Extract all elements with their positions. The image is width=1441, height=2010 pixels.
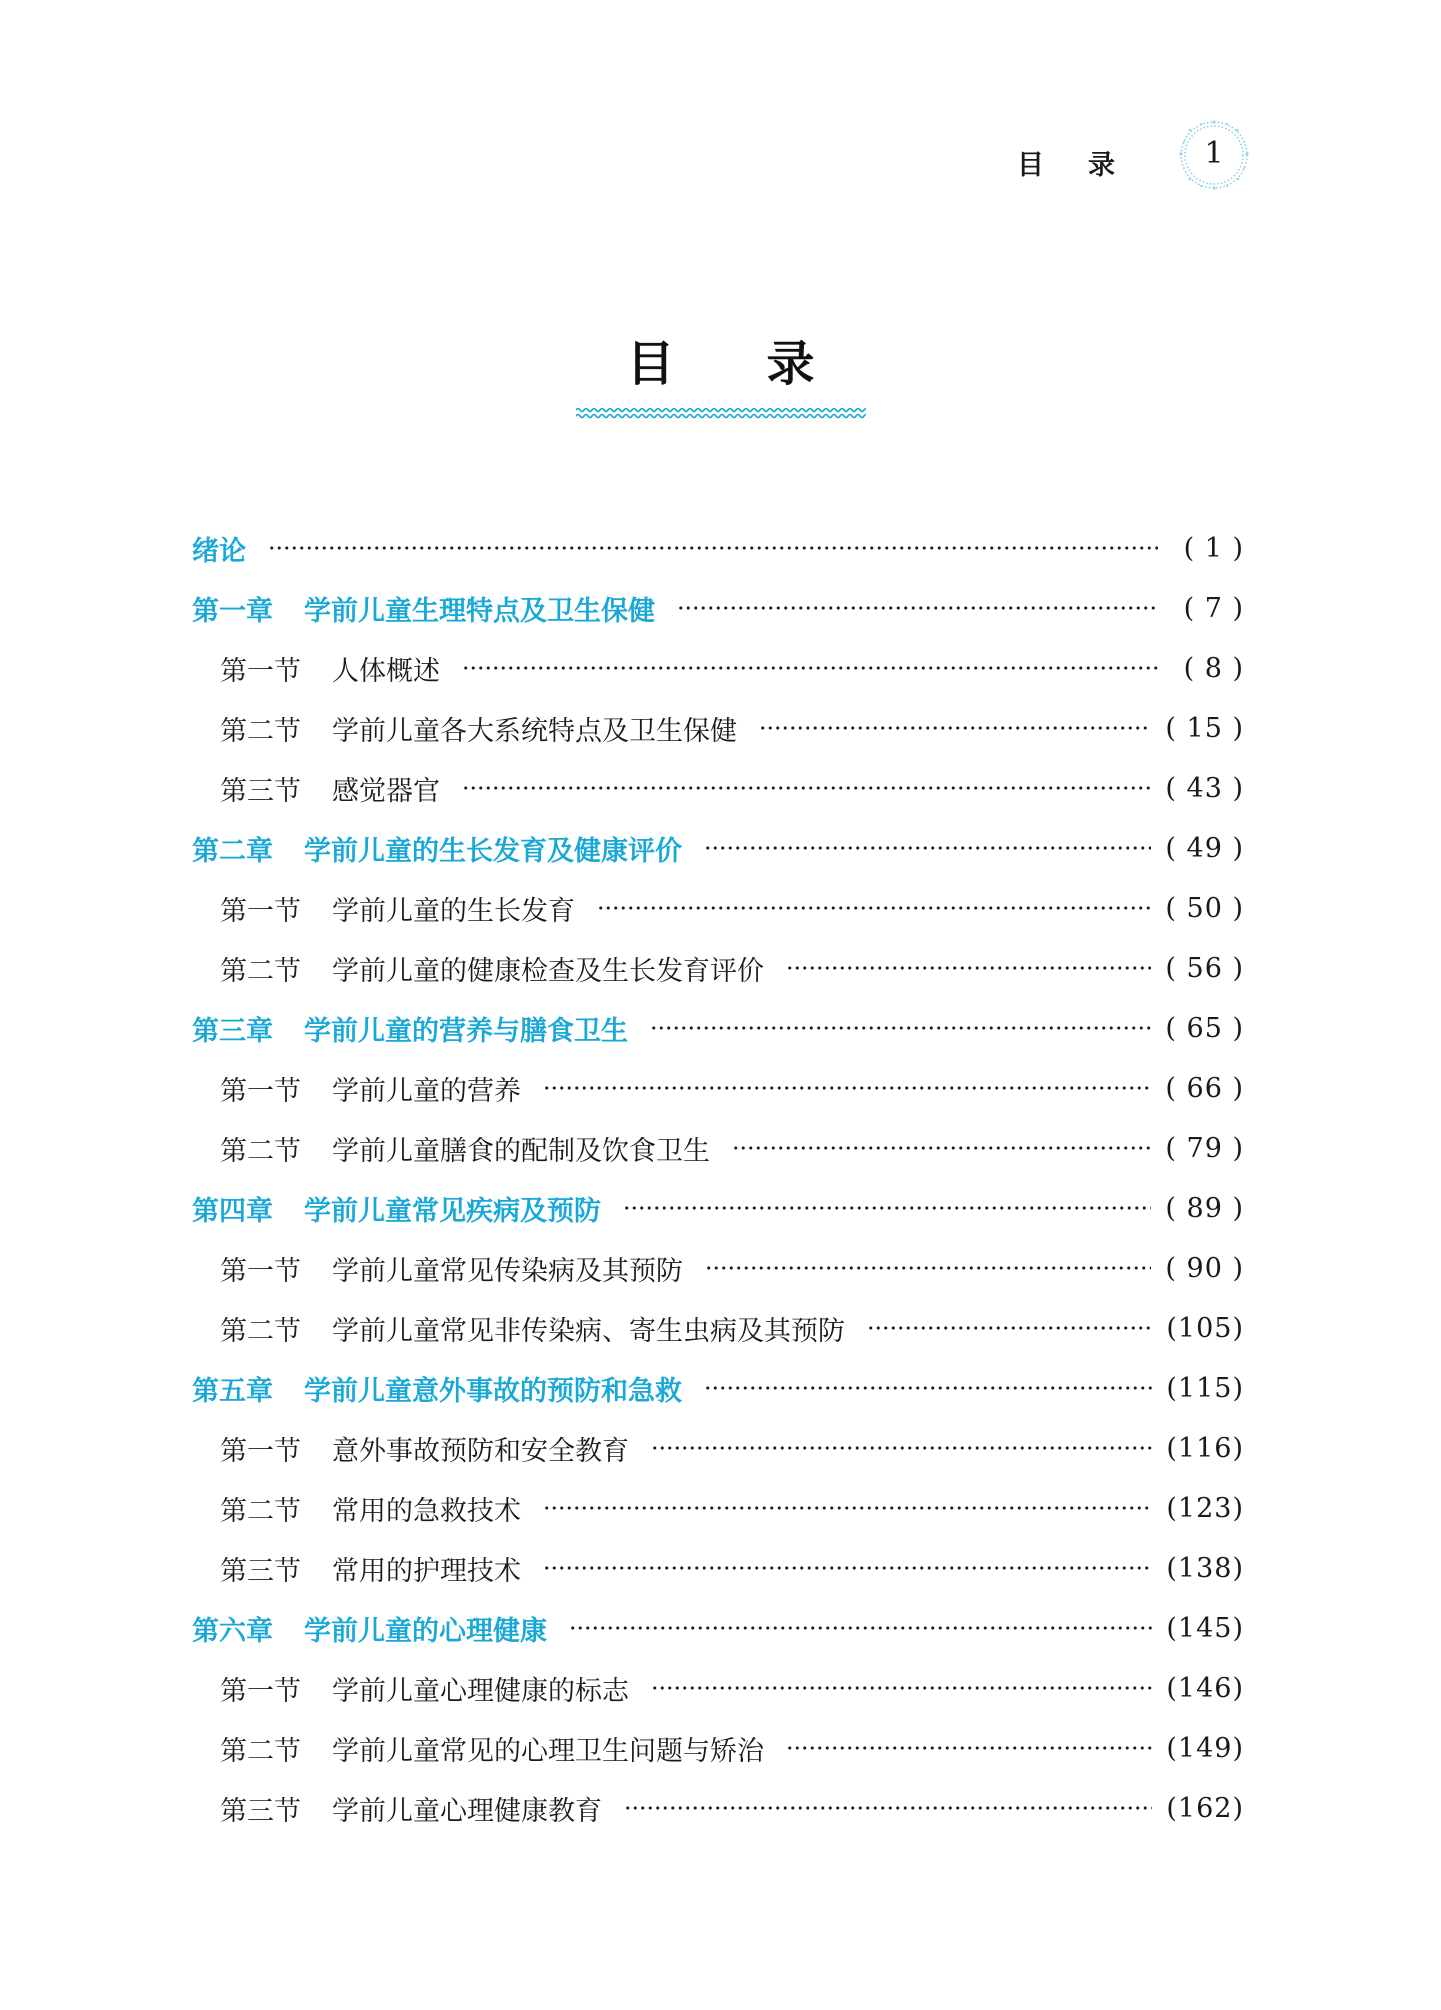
toc-entry-label [192, 1009, 628, 1048]
toc-entry-label [192, 1189, 601, 1228]
toc-section-entry[interactable] [192, 1478, 1244, 1538]
toc-entry-number: 第一章 [192, 595, 273, 627]
toc-entry-label [192, 829, 682, 868]
toc-entry-number: 第一节 [220, 655, 301, 687]
toc-entry-label [220, 1489, 521, 1528]
toc-entry-label [220, 949, 764, 988]
toc-entry-label [220, 1429, 629, 1468]
toc-dot-leader [732, 1146, 1151, 1150]
toc-page-number: (115) [1166, 1372, 1244, 1404]
toc-page-number: (138) [1166, 1552, 1244, 1584]
toc-entry-title: 学前儿童的生长发育 [332, 895, 575, 927]
toc-dot-leader [624, 1806, 1152, 1810]
toc-section-entry[interactable] [192, 638, 1244, 698]
toc-dot-leader [786, 1746, 1152, 1750]
toc-entry-number: 第六章 [192, 1615, 273, 1647]
toc-entry-title: 学前儿童的心理健康 [304, 1615, 547, 1647]
toc-entry-number: 第三章 [192, 1015, 273, 1047]
toc-dot-leader [268, 546, 1158, 550]
toc-entry-label [220, 1129, 710, 1168]
toc-chapter-entry[interactable] [192, 1598, 1244, 1658]
toc-entry-label [192, 1369, 682, 1408]
toc-section-entry[interactable] [192, 1538, 1244, 1598]
toc-entry-number: 第二节 [220, 955, 301, 987]
header-page-number: 1 [1204, 136, 1224, 171]
toc-entry-number: 第二节 [220, 1135, 301, 1167]
toc-page-number: ( 50 ) [1165, 892, 1244, 924]
page-title [0, 325, 1441, 394]
toc-dot-leader [704, 846, 1151, 850]
toc-page-number: ( 43 ) [1165, 772, 1244, 804]
running-header [991, 118, 1251, 198]
toc-chapter-entry[interactable] [192, 518, 1244, 578]
toc-chapter-entry[interactable] [192, 998, 1244, 1058]
toc-entry-title: 人体概述 [332, 655, 440, 687]
toc-dot-leader [705, 1266, 1151, 1270]
toc-entry-title: 学前儿童的健康检查及生长发育评价 [332, 955, 764, 987]
toc-entry-label [220, 649, 440, 688]
toc-dot-leader [569, 1626, 1152, 1630]
toc-dot-leader [543, 1086, 1151, 1090]
toc-page-number: ( 89 ) [1165, 1192, 1244, 1224]
toc-dot-leader [597, 906, 1151, 910]
toc-entry-number: 第三节 [220, 1555, 301, 1587]
toc-entry-title: 学前儿童常见的心理卫生问题与矫治 [332, 1735, 764, 1767]
toc-page-number: (146) [1166, 1672, 1244, 1704]
toc-section-entry[interactable] [192, 1718, 1244, 1778]
toc-dot-leader [543, 1566, 1152, 1570]
title-wave-underline-icon [576, 404, 866, 422]
toc-entry-title: 学前儿童的生长发育及健康评价 [304, 835, 682, 867]
toc-dot-leader [623, 1206, 1151, 1210]
toc-section-entry[interactable] [192, 1298, 1244, 1358]
toc-chapter-entry[interactable] [192, 578, 1244, 638]
toc-entry-number: 第二节 [220, 1735, 301, 1767]
toc-section-entry[interactable] [192, 1778, 1244, 1838]
toc-dot-leader [786, 966, 1151, 970]
toc-entry-number: 第一节 [220, 1675, 301, 1707]
toc-page-number: ( 7 ) [1183, 592, 1244, 624]
toc-entry-number: 第三节 [220, 775, 301, 807]
toc-entry-title: 学前儿童心理健康教育 [332, 1795, 602, 1827]
toc-entry-title: 学前儿童生理特点及卫生保健 [304, 595, 655, 627]
toc-page-number: (116) [1166, 1432, 1244, 1464]
toc-entry-title: 学前儿童常见疾病及预防 [304, 1195, 601, 1227]
toc-page-number: ( 90 ) [1165, 1252, 1244, 1284]
toc-dot-leader [462, 666, 1158, 670]
toc-entry-number: 第二节 [220, 1315, 301, 1347]
toc-list [192, 518, 1244, 1838]
toc-entry-number: 第二节 [220, 715, 301, 747]
toc-dot-leader [704, 1386, 1152, 1390]
toc-section-entry[interactable] [192, 938, 1244, 998]
toc-page-number: ( 65 ) [1165, 1012, 1244, 1044]
toc-page-number: ( 56 ) [1165, 952, 1244, 984]
toc-entry-title: 意外事故预防和安全教育 [332, 1435, 629, 1467]
toc-entry-title: 常用的护理技术 [332, 1555, 521, 1587]
toc-entry-label [220, 1309, 845, 1348]
toc-dot-leader [651, 1686, 1152, 1690]
toc-entry-label [220, 709, 737, 748]
toc-page-number: ( 49 ) [1165, 832, 1244, 864]
toc-entry-number: 第一节 [220, 895, 301, 927]
toc-page-number: ( 1 ) [1183, 532, 1244, 564]
toc-section-entry[interactable] [192, 1118, 1244, 1178]
toc-entry-label [220, 1069, 521, 1108]
toc-dot-leader [677, 606, 1158, 610]
toc-entry-title: 绪论 [192, 535, 246, 567]
toc-page-number: ( 15 ) [1165, 712, 1244, 744]
toc-entry-title: 学前儿童各大系统特点及卫生保健 [332, 715, 737, 747]
toc-entry-number: 第一节 [220, 1075, 301, 1107]
header-label: 目录 [1017, 150, 1159, 181]
toc-section-entry[interactable] [192, 1418, 1244, 1478]
toc-page-number: (149) [1166, 1732, 1244, 1764]
toc-chapter-entry[interactable] [192, 1358, 1244, 1418]
toc-section-entry[interactable] [192, 1658, 1244, 1718]
toc-chapter-entry[interactable] [192, 1178, 1244, 1238]
toc-entry-number: 第二章 [192, 835, 273, 867]
toc-dot-leader [759, 726, 1151, 730]
toc-chapter-entry[interactable] [192, 818, 1244, 878]
toc-dot-leader [867, 1326, 1152, 1330]
toc-entry-title: 学前儿童常见传染病及其预防 [332, 1255, 683, 1287]
page-title-text: 目录 [626, 336, 907, 392]
toc-entry-title: 学前儿童常见非传染病、寄生虫病及其预防 [332, 1315, 845, 1347]
toc-dot-leader [543, 1506, 1152, 1510]
toc-page-number: ( 66 ) [1165, 1072, 1244, 1104]
toc-entry-number: 第三节 [220, 1795, 301, 1827]
toc-entry-label [220, 1669, 629, 1708]
toc-entry-title: 学前儿童心理健康的标志 [332, 1675, 629, 1707]
toc-entry-label [192, 1609, 547, 1648]
toc-entry-label [220, 1249, 683, 1288]
toc-section-entry[interactable] [192, 698, 1244, 758]
toc-entry-title: 学前儿童的营养 [332, 1075, 521, 1107]
toc-entry-label [220, 1789, 602, 1828]
toc-page-number: (162) [1166, 1792, 1244, 1824]
toc-page-number: (145) [1166, 1612, 1244, 1644]
toc-page-number: ( 8 ) [1183, 652, 1244, 684]
toc-entry-number: 第五章 [192, 1375, 273, 1407]
toc-page-number: ( 79 ) [1165, 1132, 1244, 1164]
toc-section-entry[interactable] [192, 758, 1244, 818]
toc-section-entry[interactable] [192, 878, 1244, 938]
toc-entry-label [220, 1549, 521, 1588]
toc-entry-label [220, 769, 440, 808]
toc-entry-title: 学前儿童的营养与膳食卫生 [304, 1015, 628, 1047]
toc-page-number: (105) [1166, 1312, 1244, 1344]
toc-entry-label [220, 889, 575, 928]
toc-dot-leader [651, 1446, 1152, 1450]
toc-section-entry[interactable] [192, 1058, 1244, 1118]
toc-dot-leader [650, 1026, 1151, 1030]
toc-dot-leader [462, 786, 1151, 790]
toc-entry-title: 学前儿童膳食的配制及饮食卫生 [332, 1135, 710, 1167]
toc-page-number: (123) [1166, 1492, 1244, 1524]
toc-entry-title: 感觉器官 [332, 775, 440, 807]
toc-entry-title: 学前儿童意外事故的预防和急救 [304, 1375, 682, 1407]
toc-entry-title: 常用的急救技术 [332, 1495, 521, 1527]
toc-entry-label [220, 1729, 764, 1768]
toc-entry-number: 第一节 [220, 1435, 301, 1467]
toc-entry-label [192, 529, 246, 568]
toc-entry-label [192, 589, 655, 628]
toc-entry-number: 第二节 [220, 1495, 301, 1527]
toc-entry-number: 第一节 [220, 1255, 301, 1287]
toc-entry-number: 第四章 [192, 1195, 273, 1227]
toc-section-entry[interactable] [192, 1238, 1244, 1298]
